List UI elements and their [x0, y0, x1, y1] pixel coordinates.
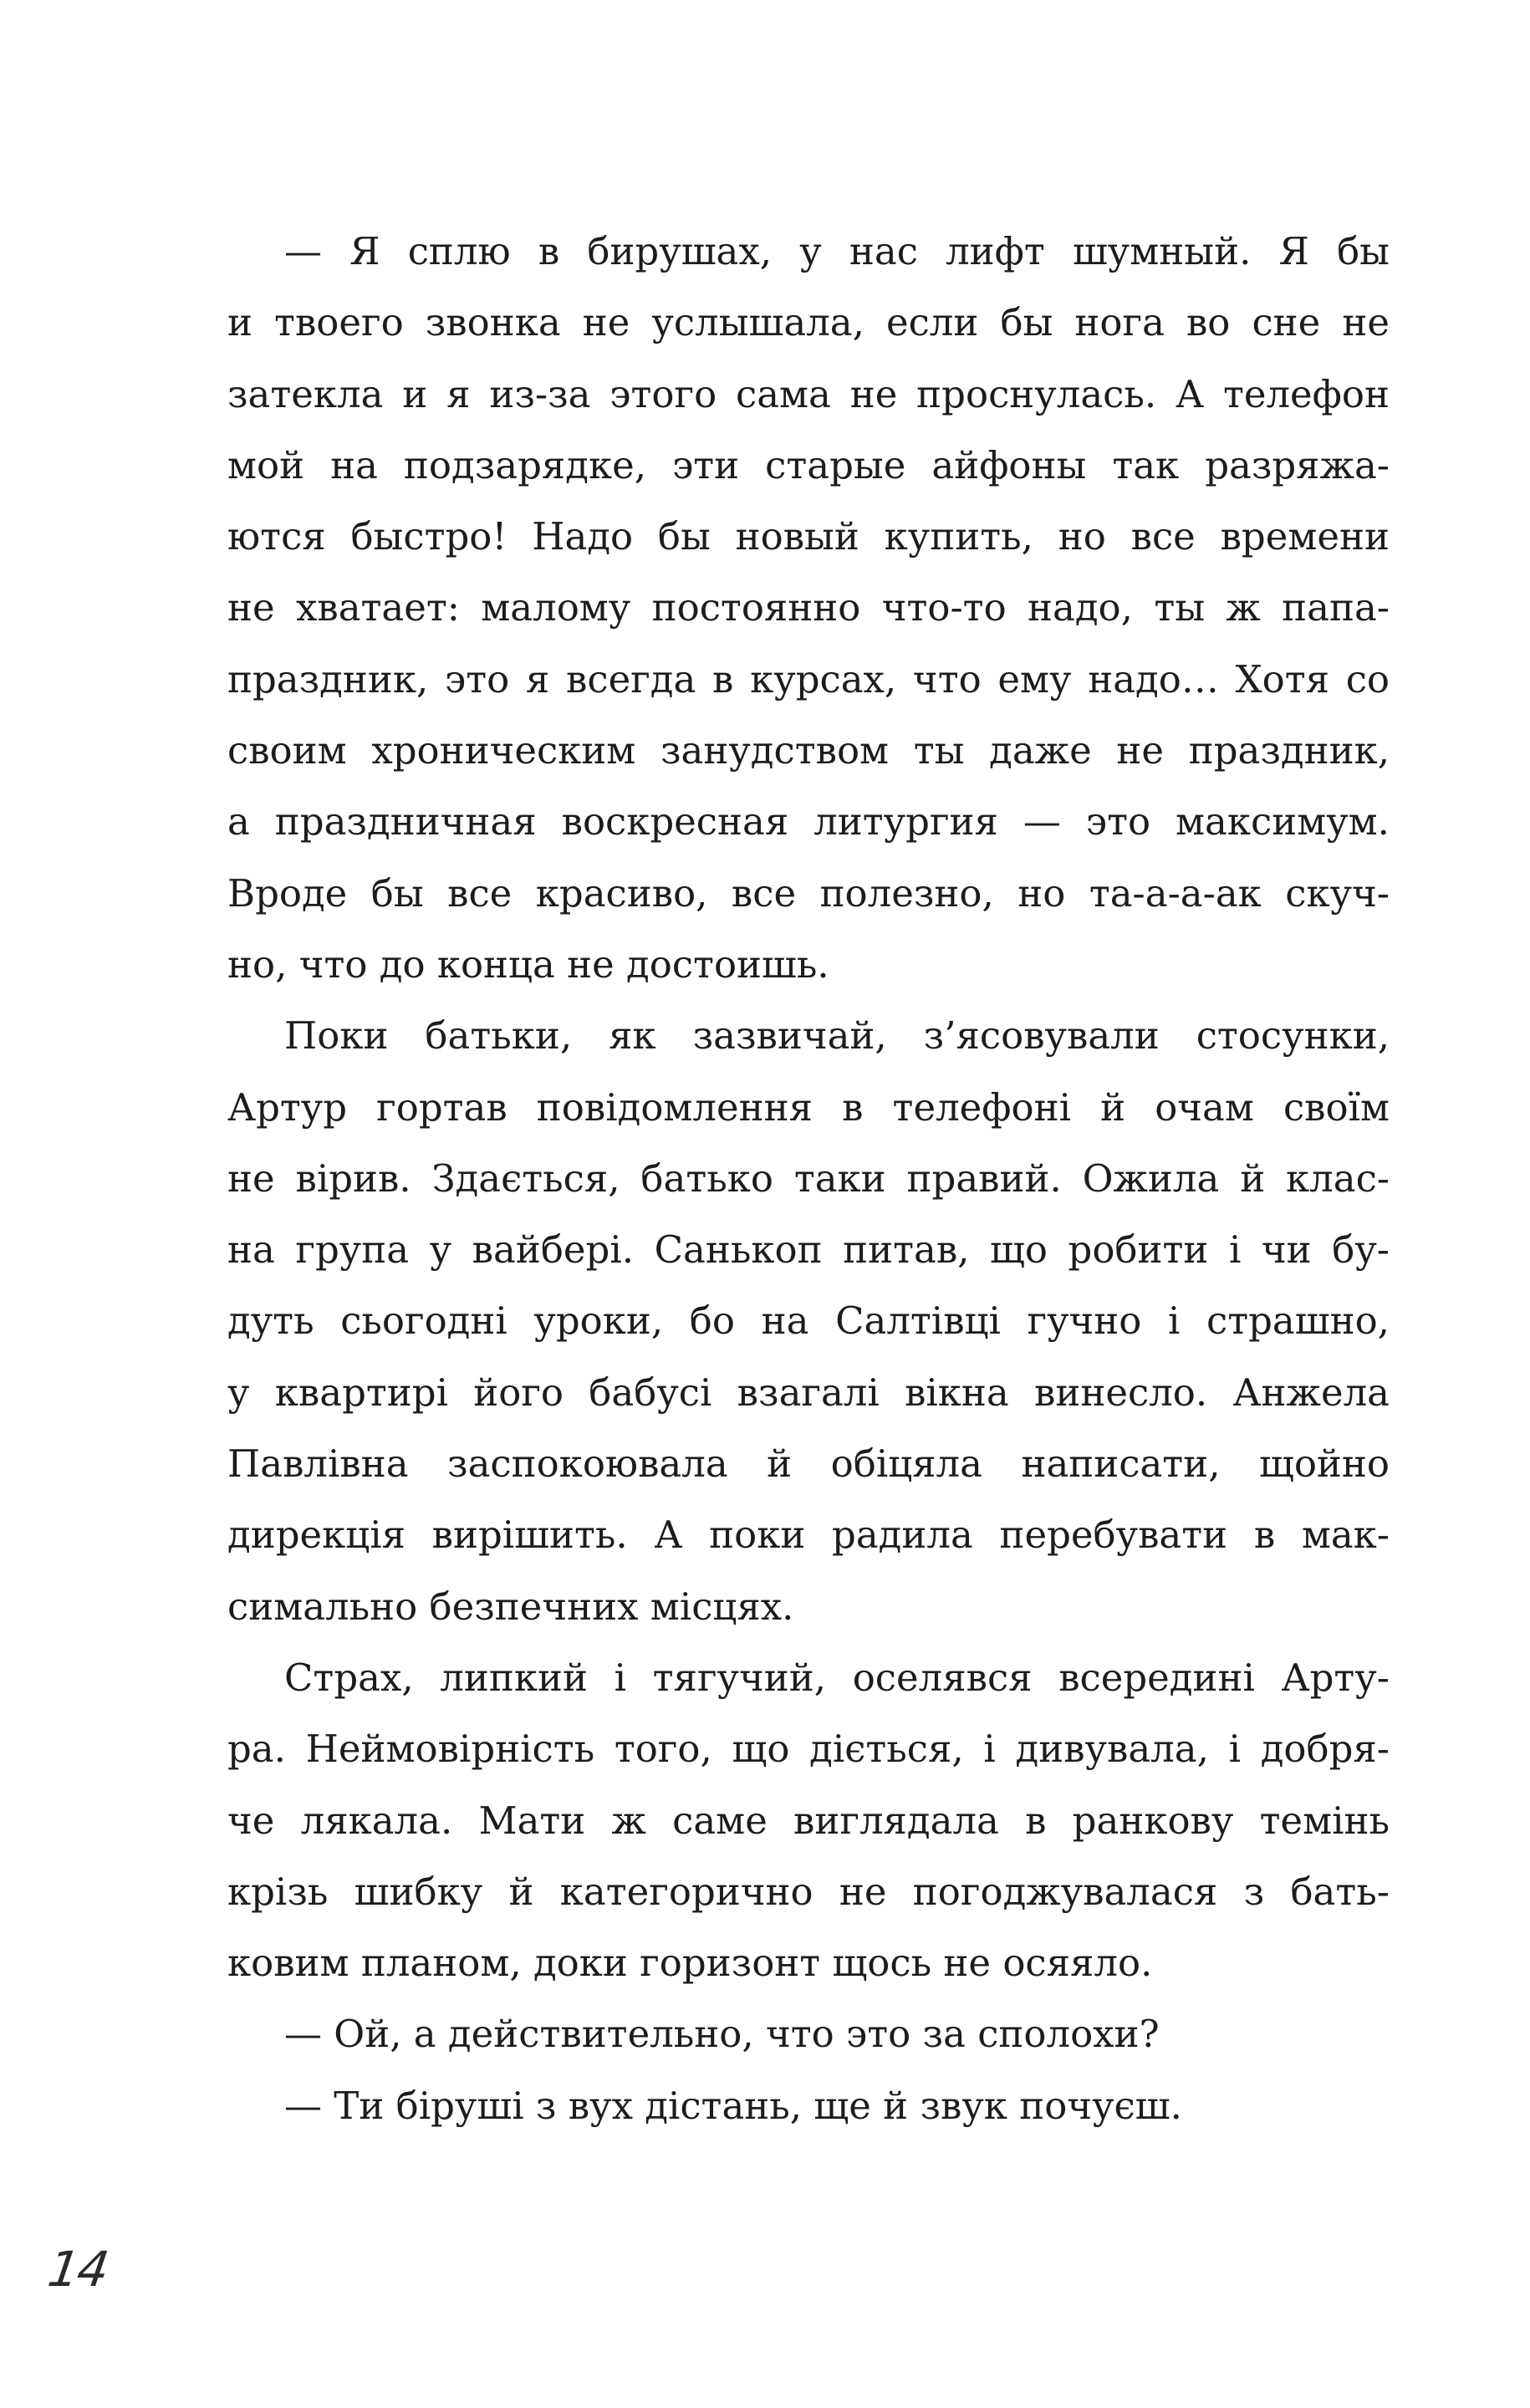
text-line: ются быстро! Надо бы новый купить, но все времени [227, 514, 1390, 559]
text-line: мой на подзарядке, эти старые айфоны так разряжа- [227, 442, 1390, 487]
text-line: своим хроническим занудством ты даже не праздник, [227, 728, 1390, 773]
text-line: и твоего звонка не услышала, если бы нога во сне не [227, 300, 1390, 345]
text-line: на група у вайбері. Санькоп питав, що робити і чи бу- [227, 1227, 1390, 1273]
text-line: Артур гортав повідомлення в телефоні й очам своїм [227, 1084, 1390, 1130]
body-text [227, 216, 1390, 2141]
text-line: не хватает: малому постоянно что-то надо, ты ж папа- [227, 585, 1390, 630]
text-line: затекла и я из-за этого сама не проснулась. А телефон [227, 371, 1390, 416]
text-line: — Ой, а действительно, что это за сполохи? [284, 2012, 1160, 2057]
text-line: Страх, липкий і тягучий, оселявся всередині Арту- [284, 1655, 1390, 1700]
text-line: — Я сплю в бирушах, у нас лифт шумный. Я бы [284, 229, 1390, 273]
text-line: — Ти біруші з вух дістань, ще й звук почуєш. [284, 2083, 1182, 2128]
text-line: не вірив. Здається, батько таки правий. Ожила й клас- [227, 1156, 1390, 1201]
text-line: симально безпечних місцях. [227, 1584, 794, 1629]
text-line: ра. Неймовірність того, що діється, і дивувала, і добря- [227, 1727, 1390, 1772]
text-line: а праздничная воскресная литургия — это максимум. [227, 799, 1390, 844]
text-line: че лякала. Мати ж саме виглядала в ранкову темінь [227, 1798, 1390, 1843]
text-line: дуть сьогодні уроки, бо на Салтівці гучно і страшно, [227, 1298, 1390, 1344]
text-line: у квартирі його бабусі взагалі вікна винесло. Анжела [227, 1370, 1390, 1415]
text-line: Поки батьки, як зазвичай, з’ясовували стосунки, [284, 1013, 1390, 1059]
page-number: 14 [44, 2241, 111, 2298]
text-line: Вроде бы все красиво, все полезно, но та-а-а-ак скуч- [227, 870, 1390, 916]
text-line: дирекція вирішить. А поки радила перебувати в мак- [227, 1513, 1390, 1558]
text-line: Павлівна заспокоювала й обіцяла написати, щойно [227, 1441, 1390, 1487]
text-line: крізь шибку й категорично не погоджувалася з бать- [227, 1869, 1390, 1914]
text-line: праздник, это я всегда в курсах, что ему надо… Хотя со [227, 656, 1390, 701]
text-line: но, что до конца не достоишь. [227, 941, 829, 987]
text-line: ковим планом, доки горизонт щось не осяяло. [227, 1941, 1153, 1986]
